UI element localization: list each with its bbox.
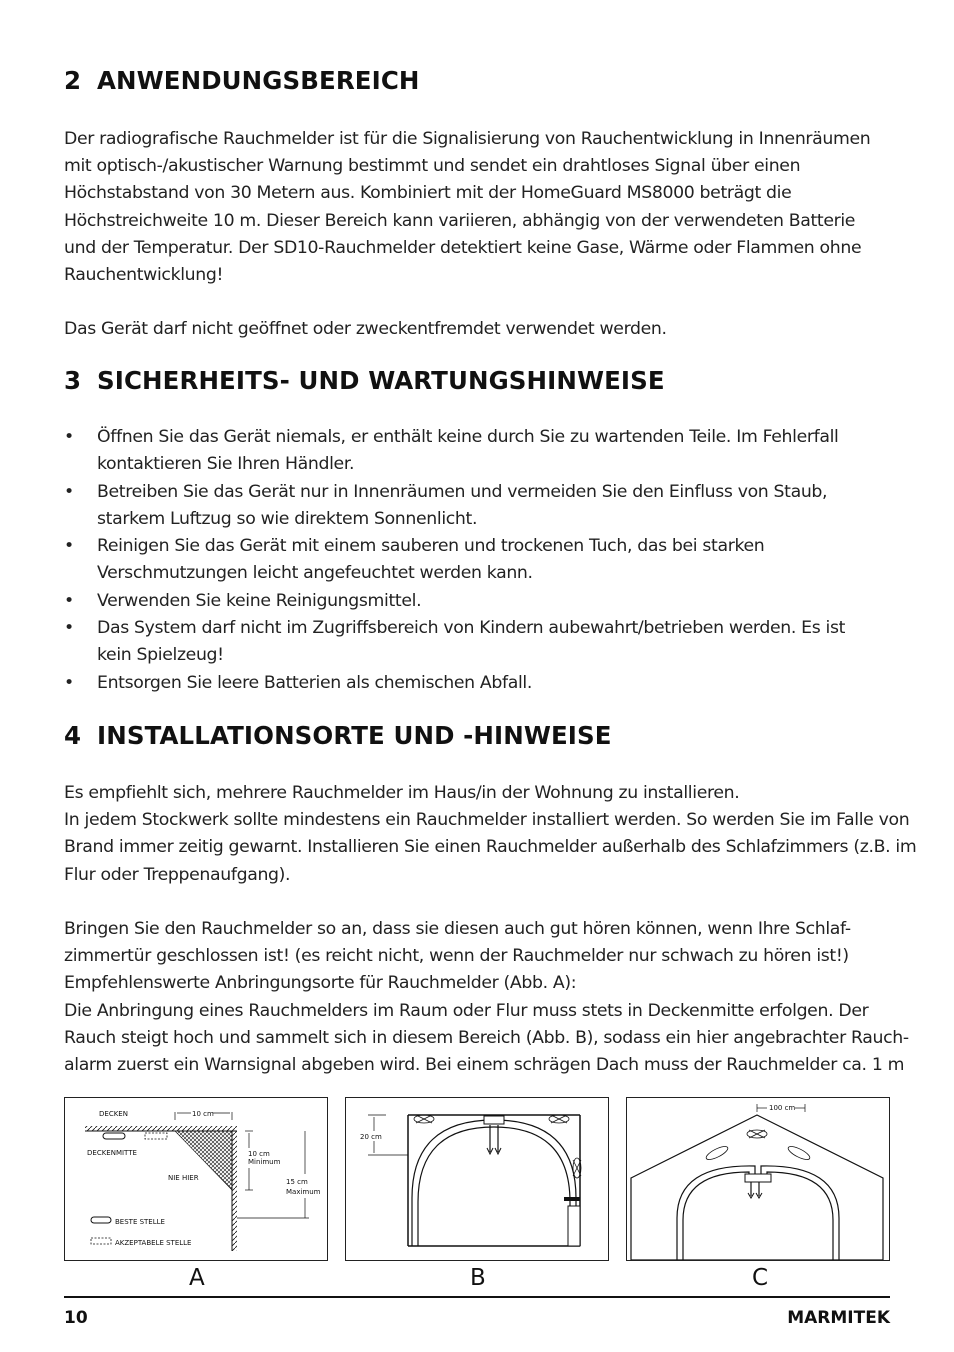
dim-10cm-label: 10 cm: [248, 1150, 270, 1158]
text-line: kontaktieren Sie Ihren Händler.: [97, 454, 355, 475]
bullet-icon: •: [64, 672, 74, 693]
text-line: Bringen Sie den Rauchmelder so an, dass sie diesen auch gut hören können, wenn Ihre Schlaf-: [64, 919, 851, 939]
section-4-paragraph-2: [64, 916, 909, 1079]
wall-hatch: [232, 1131, 237, 1251]
list-item: [64, 533, 894, 588]
figure-a-diagram: [65, 1098, 327, 1260]
text-line: kein Spielzeug!: [97, 645, 224, 666]
section-4-title: INSTALLATIONSORTE UND -HINWEISE: [97, 721, 612, 750]
legend-acceptable-icon: [91, 1238, 111, 1244]
section-2-paragraph-1: [64, 126, 894, 289]
footer-rule: [64, 1296, 890, 1298]
section-4-number: 4: [64, 721, 82, 750]
section-2-number: 2: [64, 66, 82, 95]
decken-label: DECKEN: [99, 1110, 128, 1118]
section-4-paragraph-1: [64, 780, 917, 889]
bullet-icon: •: [64, 618, 74, 639]
safety-bullet-list: [64, 424, 894, 697]
text-line: und der Temperatur. Der SD10-Rauchmelder detektiert keine Gase, Wärme oder Flammen ohne: [64, 237, 862, 258]
bullet-icon: •: [64, 427, 74, 447]
wall-detector-icon: [564, 1197, 580, 1201]
text-line: Rauchentwicklung!: [64, 265, 224, 286]
ceiling-hatch: [85, 1126, 237, 1131]
legend-best-icon: [91, 1217, 111, 1223]
smoke-detector-icon: [745, 1174, 771, 1182]
text-line: In jedem Stockwerk sollte mindestens ein Rauchmelder installiert werden. So werden Sie im Falle von: [64, 810, 910, 831]
section-3-number: 3: [64, 366, 82, 395]
figure-b-label: B: [470, 1265, 486, 1291]
section-2-paragraph-2: [64, 316, 894, 343]
page-number: 10: [64, 1308, 88, 1328]
text-line: Betreiben Sie das Gerät nur in Innenräumen und vermeiden Sie den Einfluss von Staub,: [97, 481, 828, 502]
text-line: Entsorgen Sie leere Batterien als chemischen Abfall.: [97, 672, 533, 693]
section-4-heading: [64, 721, 612, 750]
dim-20cm-label: 20 cm: [360, 1133, 382, 1141]
text-line: Höchstabstand von 30 Metern aus. Kombiniert mit der HomeGuard MS8000 beträgt die: [64, 183, 792, 204]
figure-a-box: [64, 1097, 328, 1261]
text-line: Brand immer zeitig gewarnt. Installieren Sie einen Rauchmelder außerhalb des Schlafzimmers (z.B. im: [64, 837, 917, 858]
text-line: Die Anbringung eines Rauchmelders im Raum oder Flur muss stets in Deckenmitte erfolgen. Der: [64, 1000, 869, 1021]
dim-10cm-minimum-label: Minimum: [248, 1158, 281, 1166]
bullet-icon: •: [64, 536, 74, 557]
legend-best-label: BESTE STELLE: [115, 1218, 165, 1226]
text-line: Öffnen Sie das Gerät niemals, er enthält keine durch Sie zu wartenden Teile. Im Fehlerfall: [97, 427, 839, 447]
figure-c-label: C: [752, 1265, 769, 1291]
dim-15cm-label: 15 cm: [286, 1178, 308, 1186]
deckenmitte-label: DECKENMITTE: [87, 1149, 137, 1157]
acceptable-position-marker: [145, 1133, 167, 1139]
figure-c-box: [626, 1097, 890, 1261]
list-item: [64, 588, 894, 615]
text-line: Das Gerät darf nicht geöffnet oder zweckentfremdet verwendet werden.: [64, 319, 667, 339]
section-2-heading: [64, 66, 420, 95]
text-line: Höchstreichweite 10 m. Dieser Bereich kann variieren, abhängig von der verwendeten Batterie: [64, 210, 856, 231]
dim-top-label: 10 cm: [192, 1110, 214, 1118]
section-3-title: SICHERHEITS- UND WARTUNGSHINWEISE: [97, 366, 665, 395]
bullet-icon: •: [64, 481, 74, 502]
figure-b-diagram: [346, 1098, 608, 1260]
nie-hier-label: NIE HIER: [168, 1174, 199, 1182]
roof-position-icon: [704, 1144, 729, 1162]
figure-b-box: [345, 1097, 609, 1261]
text-line: zimmertür geschlossen ist! (es reicht nicht, wenn der Rauchmelder nur schwach zu hören ist!): [64, 946, 849, 967]
airflow-arc: [677, 1166, 755, 1260]
text-line: Verwenden Sie keine Reinigungsmittel.: [97, 590, 422, 611]
text-line: Der radiografische Rauchmelder ist für die Signalisierung von Rauchentwicklung in Innenräumen: [64, 129, 871, 149]
roof-position-icon: [786, 1144, 811, 1162]
dim-15cm-maximum-label: Maximum: [286, 1188, 321, 1196]
text-line: starkem Luftzug so wie direktem Sonnenlicht.: [97, 508, 478, 529]
figure-c-diagram: [627, 1098, 889, 1260]
pitched-roof-outline: [631, 1115, 883, 1260]
text-line: Das System darf nicht im Zugriffsbereich von Kindern aubewahrt/betrieben werden. Es ist: [97, 618, 846, 639]
text-line: Empfehlenswerte Anbringungsorte für Rauchmelder (Abb. A):: [64, 973, 577, 994]
brand-name: MARMITEK: [787, 1308, 890, 1328]
list-item: [64, 479, 894, 534]
figure-a-label: A: [189, 1265, 205, 1291]
smoke-detector-icon: [484, 1116, 504, 1124]
text-line: mit optisch-/akustischer Warnung bestimmt und sendet ein drahtloses Signal über einen: [64, 156, 801, 177]
text-line: Verschmutzungen leicht angefeuchtet werden kann.: [97, 563, 533, 584]
list-item: [64, 615, 894, 670]
text-line: Rauch steigt hoch und sammelt sich in diesem Bereich (Abb. B), sodass ein hier angebrachter Rauch-: [64, 1027, 909, 1048]
legend-acceptable-label: AKZEPTABELE STELLE: [115, 1239, 192, 1247]
airflow-arc: [412, 1120, 576, 1246]
text-line: alarm zuerst ein Warnsignal abgeben wird. Bei einem schrägen Dach muss der Rauchmelder ca. 1 m: [64, 1055, 905, 1076]
section-2-title: ANWENDUNGSBEREICH: [97, 66, 420, 95]
section-3-heading: [64, 366, 665, 395]
text-line: Reinigen Sie das Gerät mit einem sauberen und trockenen Tuch, das bei starken: [97, 536, 765, 557]
bullet-icon: •: [64, 590, 74, 611]
list-item: [64, 424, 894, 479]
text-line: Es empfiehlt sich, mehrere Rauchmelder im Haus/in der Wohnung zu installieren.: [64, 783, 740, 803]
text-line: Flur oder Treppenaufgang).: [64, 864, 291, 885]
best-position-marker: [103, 1133, 125, 1139]
dim-100cm-label: 100 cm: [769, 1104, 796, 1112]
list-item: [64, 670, 894, 697]
